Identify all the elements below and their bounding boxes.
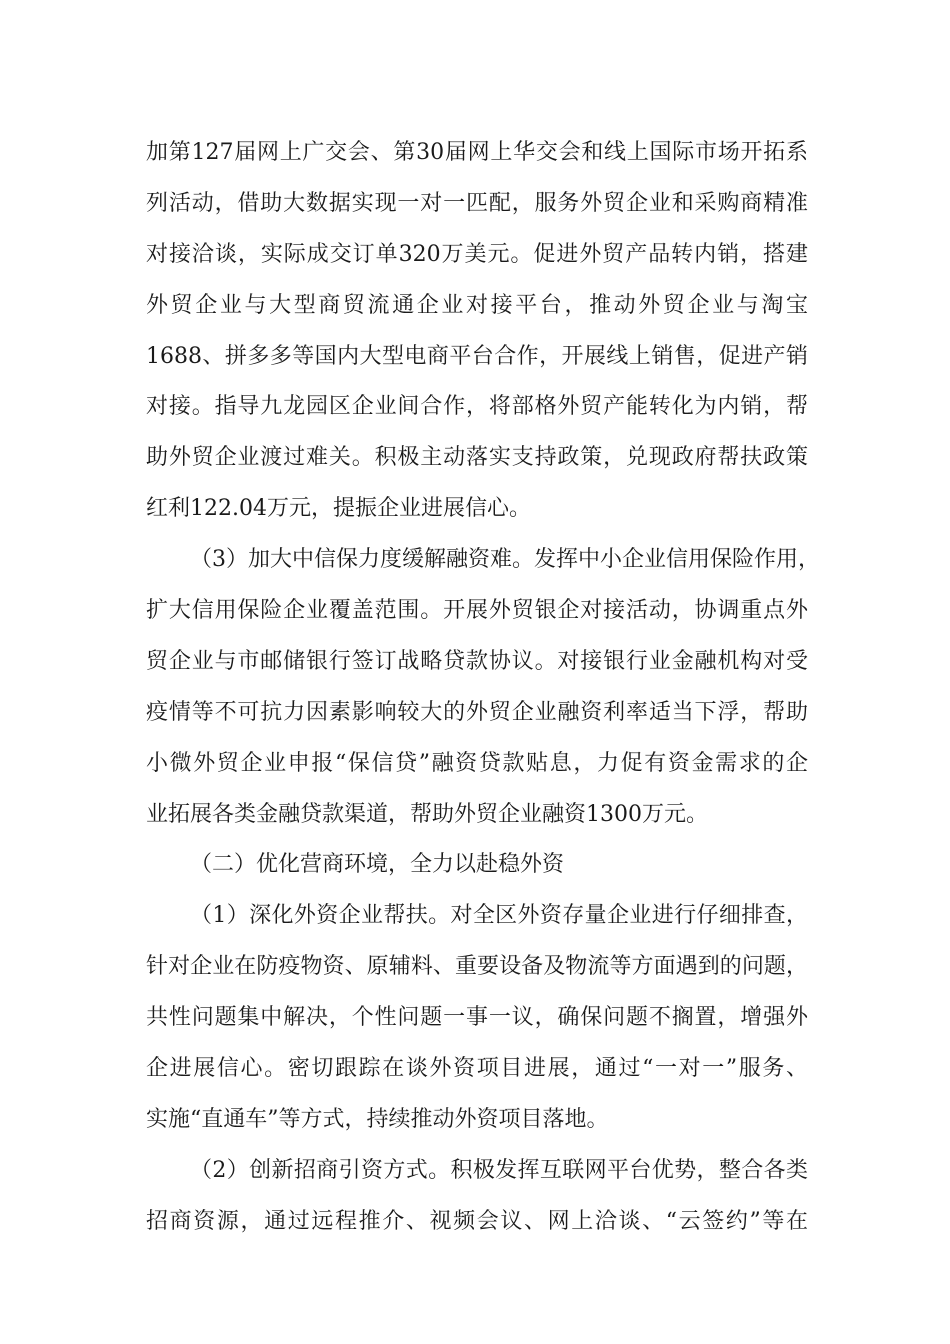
paragraph-end-line: 实施“直通车”等方式，持续推动外资项目落地。 <box>146 1106 609 1132</box>
section-heading: （二）优化营商环境，全力以赴稳外资 <box>190 852 565 878</box>
text-line: 企进展信心。密切跟踪在谈外资项目进展，通过“一对一”服务、 <box>146 1056 808 1082</box>
paragraph-end-line: 业拓展各类金融贷款渠道，帮助外贸企业融资1300万元。 <box>146 801 708 827</box>
text-line: 外贸企业与大型商贸流通企业对接平台，推动外贸企业与淘宝 <box>146 292 808 318</box>
text-line: 招商资源，通过远程推介、视频会议、网上洽谈、“云签约”等在 <box>146 1208 808 1234</box>
text-line: 1688、拼多多等国内大型电商平台合作，开展线上销售，促进产销 <box>146 343 808 369</box>
paragraph-start-line: （1）深化外资企业帮扶。对全区外资存量企业进行仔细排查， <box>190 903 808 929</box>
paragraph-start-line: （3）加大中信保力度缓解融资难。发挥中小企业信用保险作用， <box>190 547 820 573</box>
text-line: 列活动，借助大数据实现一对一匹配，服务外贸企业和采购商精准 <box>146 190 808 216</box>
text-line: 共性问题集中解决，个性问题一事一议，确保问题不搁置，增强外 <box>146 1005 808 1031</box>
body-text <box>146 128 820 1248</box>
text-line: 针对企业在防疫物资、原辅料、重要设备及物流等方面遇到的问题， <box>146 954 808 980</box>
text-line: 助外贸企业渡过难关。积极主动落实支持政策，兑现政府帮扶政策 <box>146 445 808 471</box>
paragraph-start-line: （2）创新招商引资方式。积极发挥互联网平台优势，整合各类 <box>190 1157 808 1183</box>
text-line: 对接。指导九龙园区企业间合作，将部格外贸产能转化为内销，帮 <box>146 394 808 420</box>
text-line: 加第127届网上广交会、第30届网上华交会和线上国际市场开拓系 <box>146 140 808 165</box>
text-line: 贸企业与市邮储银行签订战略贷款协议。对接银行业金融机构对受 <box>146 648 808 674</box>
text-line: 扩大信用保险企业覆盖范围。开展外贸银企对接活动，协调重点外 <box>146 598 808 624</box>
text-line: 小微外贸企业申报“保信贷”融资贷款贴息，力促有资金需求的企 <box>146 750 808 776</box>
text-line: 疫情等不可抗力因素影响较大的外贸企业融资利率适当下浮，帮助 <box>146 699 808 725</box>
text-line: 对接洽谈，实际成交订单320万美元。促进外贸产品转内销，搭建 <box>146 241 808 267</box>
paragraph-end-line: 红利122.04万元，提振企业进展信心。 <box>146 496 531 522</box>
